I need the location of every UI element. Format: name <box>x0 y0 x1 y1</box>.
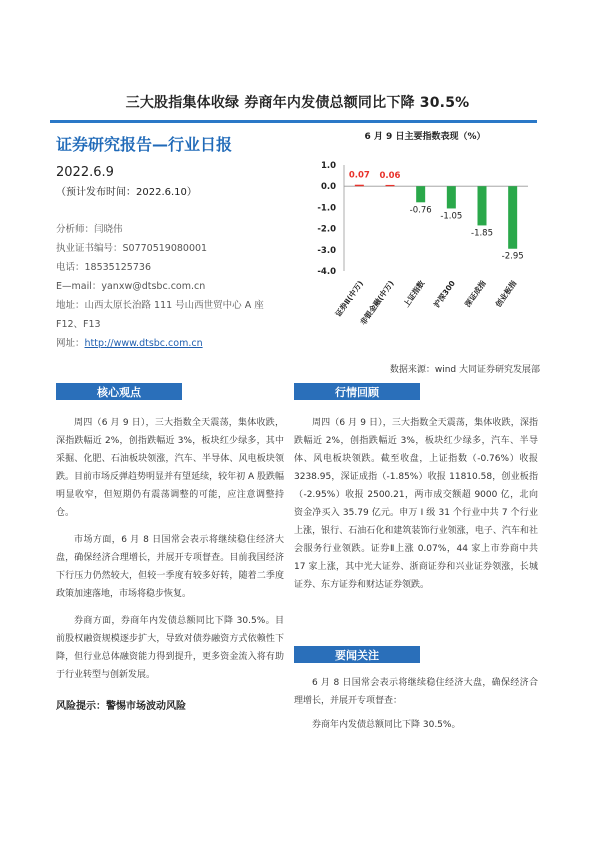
analyst-website <box>56 335 203 349</box>
core-paragraph: 周四（6 月 9 日），三大指数全天震荡，集体收跌，深指跌幅近 2%，创指跌幅近 3%，板块红少绿多，其中采掘、化肥、石油板块领涨，汽车、半导体、风电板块领跌。目前市场反弹趋势明显并有望延续，较年初 A 股跌幅明显收窄，但短期仍有震荡调整的可能，应注意调整持仓。 <box>56 418 284 518</box>
website-label: 网址： <box>56 338 85 349</box>
market-paragraph: 周四（6 月 9 日），三大指数全天震荡，集体收跌，深指跌幅近 2%，创指跌幅近 3%，板块红少绿多，汽车、半导体、风电板块领跌。截至收盘，上证指数（-0.76%）收报 3238.95，深证成指（-1.85%）收报 11810.58，创业板指（-2.95%）收报 2500.21，两市成交额超 9000 亿，北向资金净买入 35.79 亿元。申万 I 级 31 个行业中共 7 个行业上涨，银行、石油石化和建筑装饰行业领涨，电子、汽车和社会服务行业领跌。证券Ⅱ上涨 0.07%，44 家上市券商中共 17 家上涨，其中光大证券、浙商证券和兴业证券领涨，长城证券、东方证券和财达证券领跌。 <box>294 418 538 590</box>
x-tick-label: 非银金融(中万) <box>358 278 396 327</box>
data-label: -2.95 <box>501 251 524 262</box>
news-paragraph: 券商年内发债总额同比下降 30.5%。 <box>312 720 461 730</box>
data-label: 0.07 <box>348 170 370 181</box>
report-date: 2022.6.9 <box>56 165 114 180</box>
bar <box>416 186 425 202</box>
analyst-email: E—mail：yanxw@dtsbc.com.cn <box>56 281 206 292</box>
y-tick-label: 1.0 <box>320 161 336 171</box>
y-tick-label: -4.0 <box>317 267 336 277</box>
chart-title: 6 月 9 日主要指数表现（%） <box>364 132 486 142</box>
analyst-address-cont: F12、F13 <box>56 319 101 330</box>
bar <box>386 185 395 186</box>
data-label: -1.85 <box>471 228 493 239</box>
core-paragraph: 市场方面，6 月 8 日国常会表示将继续稳住经济大盘，确保经济合理增长，并展开专项督查。目前我国经济下行压力仍然较大，但较一季度有较多好转，随着二季度政策加速落地，市场将稳步恢复。 <box>56 535 284 599</box>
bar <box>508 186 517 249</box>
x-tick-label: 深证成指 <box>463 278 488 309</box>
chart-source: 数据来源：wind 大同证券研究发展部 <box>389 365 540 375</box>
y-tick-label: -1.0 <box>317 203 336 214</box>
news-focus-heading: 要闻关注 <box>294 646 420 663</box>
y-tick-label: 0.0 <box>320 182 336 193</box>
report-title: 证券研究报告—行业日报 <box>56 135 233 154</box>
publish-time: （预计发布时间：2022.6.10） <box>56 187 197 198</box>
risk-warning: 风险提示：警惕市场波动风险 <box>56 701 186 712</box>
core-paragraph: 券商方面，券商年内发债总额同比下降 30.5%。目前股权融资规模逐步扩大，导致对债券融资方式依赖性下降，但行业总体融资能力得到提升，更多资金流入将有助于行业转型与创新发展。 <box>56 616 284 680</box>
analyst-phone: 电话：18535125736 <box>56 262 151 273</box>
bar <box>447 186 456 208</box>
y-tick-label: -2.0 <box>317 224 336 235</box>
core-view-heading: 核心观点 <box>56 383 182 400</box>
header-rule <box>50 120 537 123</box>
x-tick-label: 沪深300 <box>432 278 457 310</box>
x-tick-label: 上证指数 <box>401 278 427 309</box>
data-label: -1.05 <box>440 211 463 222</box>
analyst-cert: 执业证书编号：S0770519080001 <box>56 243 208 254</box>
x-tick-label: 证券Ⅱ(中万) <box>333 278 365 319</box>
news-focus-body <box>294 674 538 734</box>
data-label: -0.76 <box>409 205 432 216</box>
headline: 三大股指集体收绿 券商年内发债总额同比下降 30.5% <box>125 95 470 111</box>
analyst-name: 分析师：闫晓伟 <box>56 224 123 235</box>
index-performance-chart <box>296 147 536 352</box>
bar <box>478 186 487 225</box>
core-view-body <box>56 414 284 684</box>
x-tick-label: 创业板指 <box>493 278 519 309</box>
news-paragraph: 6 月 8 日国常会表示将继续稳住经济大盘，确保经济合理增长，并展开专项督查： <box>294 678 538 706</box>
website-link[interactable]: http://www.dtsbc.com.cn <box>84 338 203 349</box>
market-review-heading: 行情回顾 <box>294 383 420 400</box>
data-label: 0.06 <box>379 170 401 181</box>
bar <box>355 185 364 186</box>
y-tick-label: -3.0 <box>317 245 336 256</box>
market-review-body <box>294 414 538 594</box>
analyst-address: 地址：山西太原长治路 111 号山西世贸中心 A 座 <box>56 300 264 311</box>
